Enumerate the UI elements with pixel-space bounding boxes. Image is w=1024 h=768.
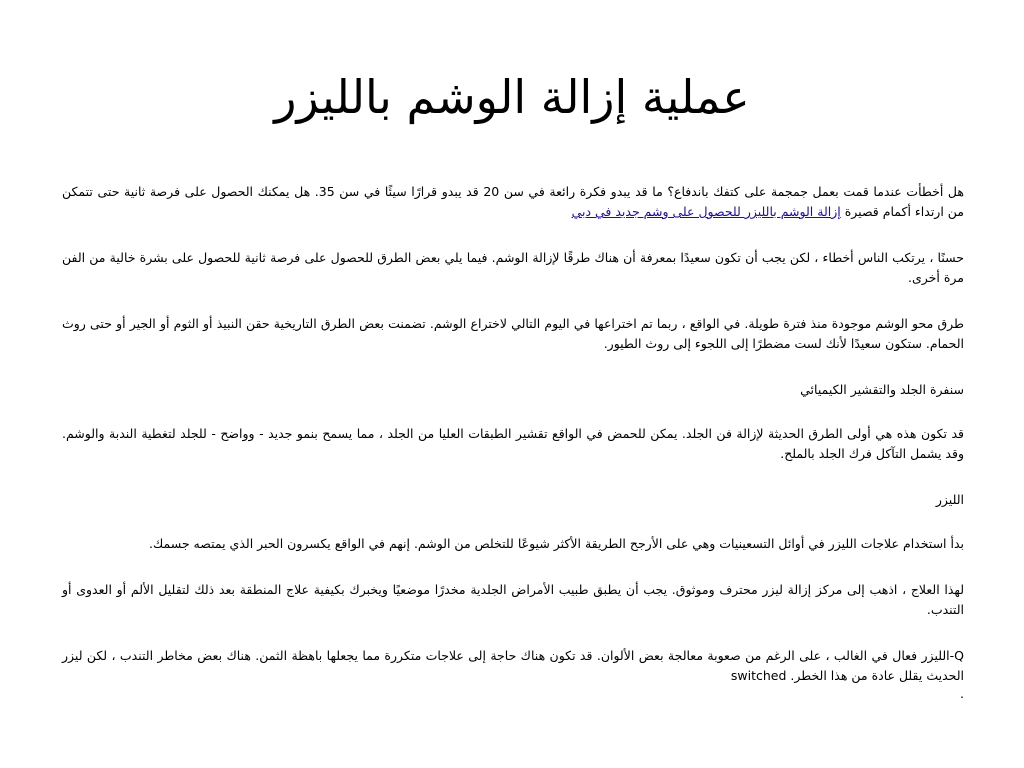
trailing-period: .: [960, 686, 964, 701]
paragraph-intro: [62, 182, 964, 222]
paragraph-acid: قد تكون هذه هي أولى الطرق الحديثة لإزالة فن الجلد. يمكن للحمض في الواقع تقشير الطبقات العليا من الجلد ، مما يسمح بنمو جديد - وواضح - للجلد لتغطية الندبة والوشم. وقد يشمل التآكل فرك الجلد بالملح.: [62, 426, 964, 461]
paragraph-laser-history: بدأ استخدام علاجات الليزر في أوائل التسعينيات وهي على الأرجح الطريقة الأكثر شيوعًا للتخلص من الوشم. إنهم في الواقع يكسرون الحبر الذي يمتصه جسمك.: [148, 536, 964, 551]
paragraph-laser-center: لهذا العلاج ، اذهب إلى مركز إزالة ليزر محترف وموثوق. يجب أن يطبق طبيب الأمراض الجلدية مخدرًا موضعيًا ويخبرك بكيفية علاج المنطقة بعد ذلك لتقليل الألم أو العدوى أو التندب.: [62, 582, 964, 617]
dubai-laser-removal-link[interactable]: إزالة الوشم بالليزر للحصول على وشم جديد في دبي: [571, 204, 841, 219]
heading-laser: الليزر: [935, 492, 964, 507]
paragraph-q-switched: Q-الليزر فعال في الغالب ، على الرغم من صعوبة معالجة بعض الألوان. قد تكون هناك حاجة إلى علاجات متكررة مما يجعلها باهظة الثمن. هناك بعض مخاطر التندب ، لكن ليزر الحديث يقلل عادة من هذا الخطر. switched: [62, 648, 964, 683]
heading-dermabrasion: سنفرة الجلد والتقشير الكيميائي: [800, 382, 964, 397]
paragraph-intro-text: هل أخطأت عندما قمت بعمل جمجمة على كتفك باندفاع؟ ما قد يبدو فكرة رائعة في سن 20 قد يبدو قرارًا سيئًا في سن 35. هل يمكنك الحصول على فرصة ثانية حتى تتمكن من ارتداء أكمام قصيرة: [62, 184, 964, 219]
paragraph-mistakes: حسنًا ، يرتكب الناس أخطاء ، لكن يجب أن تكون سعيدًا بمعرفة أن هناك طرقًا لإزالة الوشم. فيما يلي بعض الطرق للحصول على فرصة ثانية للحصول على بشرة خالية من الفن مرة أخرى.: [62, 250, 964, 285]
slide-title: عملية إزالة الوشم بالليزر: [274, 70, 750, 124]
paragraph-history: طرق محو الوشم موجودة منذ فترة طويلة. في الواقع ، ربما تم اختراعها في اليوم التالي لاختراع الوشم. تضمنت بعض الطرق التاريخية حقن النبيذ أو الثوم أو الجير أو حتى روث الحمام. ستكون سعيدًا لأنك لست مضطرًا إلى اللجوء إلى روث الطيور.: [62, 316, 964, 351]
slide-body: [62, 182, 964, 704]
